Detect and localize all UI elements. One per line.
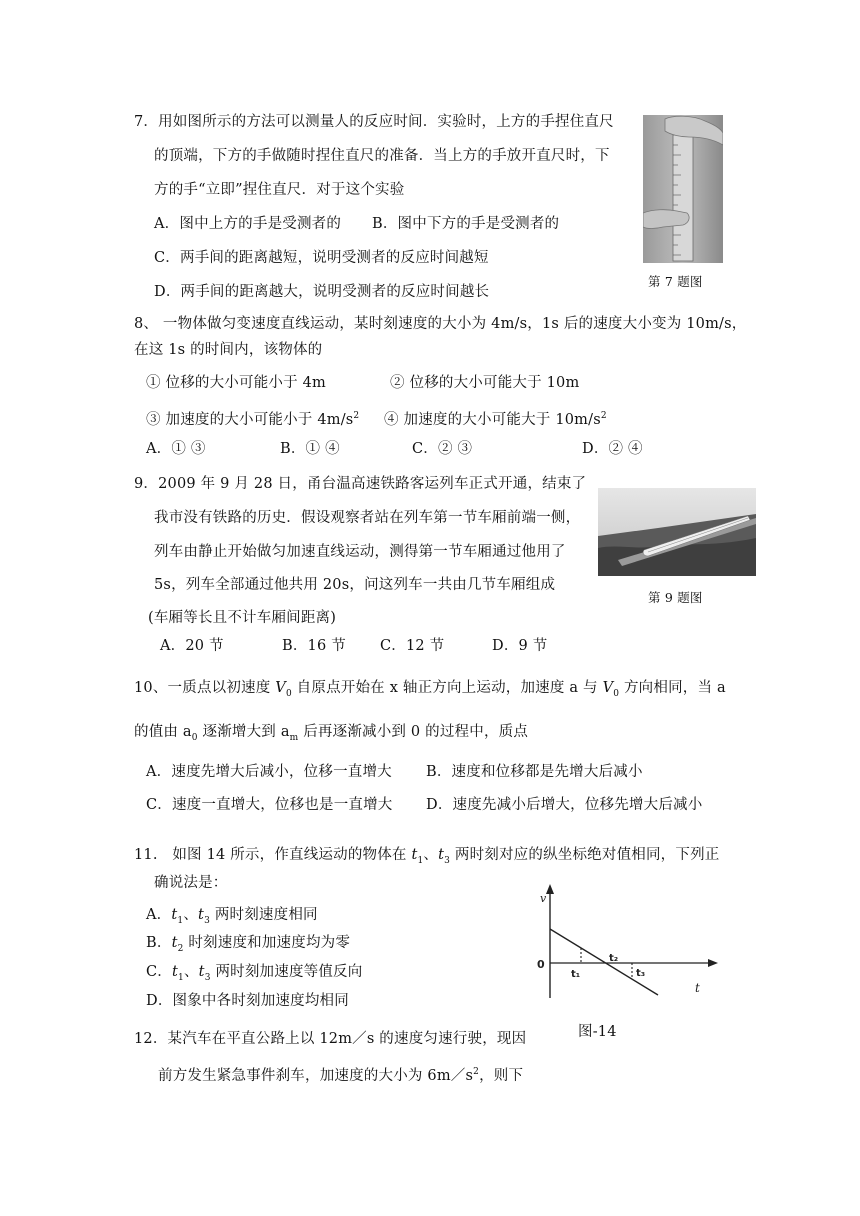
q11-option-b: B．$t_2$ 时刻速度和加速度均为零 — [146, 935, 351, 954]
q11-stem-line2: 确说法是： — [154, 875, 228, 891]
velocity-time-graph — [530, 880, 725, 1005]
q10-stem-line2: 的值由 $a_0$ 逐渐增大到 $a_m$ 后再逐渐减小到 0 的过程中，质点 — [134, 724, 529, 743]
q7-option-c: C．两手间的距离越短，说明受测者的反应时间越短 — [154, 250, 489, 266]
t-axis-arrow-icon — [708, 959, 718, 967]
q8-stem-line2: 在这 1s 的时间内，该物体的 — [134, 342, 323, 358]
q9-stem-line2: 我市没有铁路的历史．假设观察者站在列车第一节车厢前端一侧， — [154, 510, 581, 526]
graph-t1-label: t₁ — [571, 969, 581, 980]
q9-figure-caption: 第 9 题图 — [648, 590, 703, 605]
q9-option-d: D．9 节 — [492, 638, 548, 654]
q11-option-a: A．$t_1$、$t_3$ 两时刻速度相同 — [146, 907, 318, 926]
q8-option-c: C．② ③ — [412, 441, 473, 457]
q9-stem-line4: 5s，列车全部通过他共用 20s，问这列车一共由几节车厢组成 — [154, 577, 556, 593]
q8-statement-2: ② 位移的大小可能大于 10m — [390, 375, 580, 391]
q12-stem-line1: 12．某汽车在平直公路上以 12m／s 的速度匀速行驶，现因 — [134, 1031, 527, 1047]
q7-option-a: A．图中上方的手是受测者的 — [154, 216, 342, 232]
q8-statement-4: ④ 加速度的大小可能大于 $10m/s^2$ — [384, 411, 607, 428]
graph-origin-label: 0 — [537, 958, 545, 971]
q11-stem-line1: 11. 如图 14 所示，作直线运动的物体在 $t_1$、$t_3$ 两时刻对应的纵坐标绝对值相同，下列正 — [134, 847, 720, 866]
q10-option-c: C．速度一直增大，位移也是一直增大 — [146, 797, 393, 813]
q7-figure-caption: 第 7 题图 — [648, 274, 703, 289]
graph-t-label: t — [695, 981, 700, 995]
q8-statement-1: ① 位移的大小可能小于 4m — [146, 375, 326, 391]
q10-option-a: A．速度先增大后减小，位移一直增大 — [146, 764, 392, 780]
q9-stem-line3: 列车由静止开始做匀加速直线运动，测得第一节车厢通过他用了 — [154, 544, 566, 560]
q12-stem-line2: 前方发生紧急事件刹车，加速度的大小为 $6m/s^2$，则下 — [158, 1067, 524, 1084]
q7-stem-line3: 方的手“立即”捏住直尺．对于这个实验 — [154, 182, 405, 198]
q8-statement-3: ③ 加速度的大小可能小于 $4m/s^2$ — [146, 411, 360, 428]
q9-option-a: A．20 节 — [160, 638, 224, 654]
q8-option-d: D．② ④ — [582, 441, 643, 457]
q8-option-a: A．① ③ — [146, 441, 206, 457]
ruler-hands-photo — [643, 115, 723, 263]
graph-t3-label: t₃ — [636, 968, 646, 979]
q10-stem-line1: 10、一质点以初速度 $V_0$ 自原点开始在 x 轴正方向上运动，加速度 a 与 $V_0$ 方向相同，当 a — [134, 680, 726, 699]
graph-v-label: v — [540, 892, 547, 905]
q11-option-d: D．图象中各时刻加速度均相同 — [146, 993, 349, 1009]
q9-option-b: B．16 节 — [282, 638, 346, 654]
q7-stem-line2: 的顶端，下方的手做随时捏住直尺的准备．当上方的手放开直尺时，下 — [154, 148, 610, 164]
q9-stem-line5: (车厢等长且不计车厢间距离) — [148, 610, 337, 626]
vt-line — [550, 929, 658, 995]
q11-figure-caption: 图-14 — [578, 1024, 617, 1040]
v-axis-arrow-icon — [546, 884, 554, 894]
q8-stem-line1: 8、 一物体做匀变速度直线运动，某时刻速度的大小为 4m/s，1s 后的速度大小变为 10m/s， — [134, 316, 747, 332]
q7-option-b: B．图中下方的手是受测者的 — [372, 216, 560, 232]
q7-option-d: D．两手间的距离越大，说明受测者的反应时间越长 — [154, 284, 490, 300]
high-speed-train-photo — [598, 488, 756, 576]
q10-option-b: B．速度和位移都是先增大后减小 — [426, 764, 643, 780]
q9-stem-line1: 9．2009 年 9 月 28 日，甬台温高速铁路客运列车正式开通，结束了 — [134, 476, 587, 492]
q7-stem-line1: 7．用如图所示的方法可以测量人的反应时间．实验时，上方的手捏住直尺 — [134, 114, 614, 130]
q10-option-d: D．速度先减小后增大，位移先增大后减小 — [426, 797, 703, 813]
q9-option-c: C．12 节 — [380, 638, 445, 654]
q11-option-c: C．$t_1$、$t_3$ 两时刻加速度等值反向 — [146, 964, 363, 983]
graph-t2-label: t₂ — [609, 953, 619, 964]
q8-option-b: B．① ④ — [280, 441, 340, 457]
